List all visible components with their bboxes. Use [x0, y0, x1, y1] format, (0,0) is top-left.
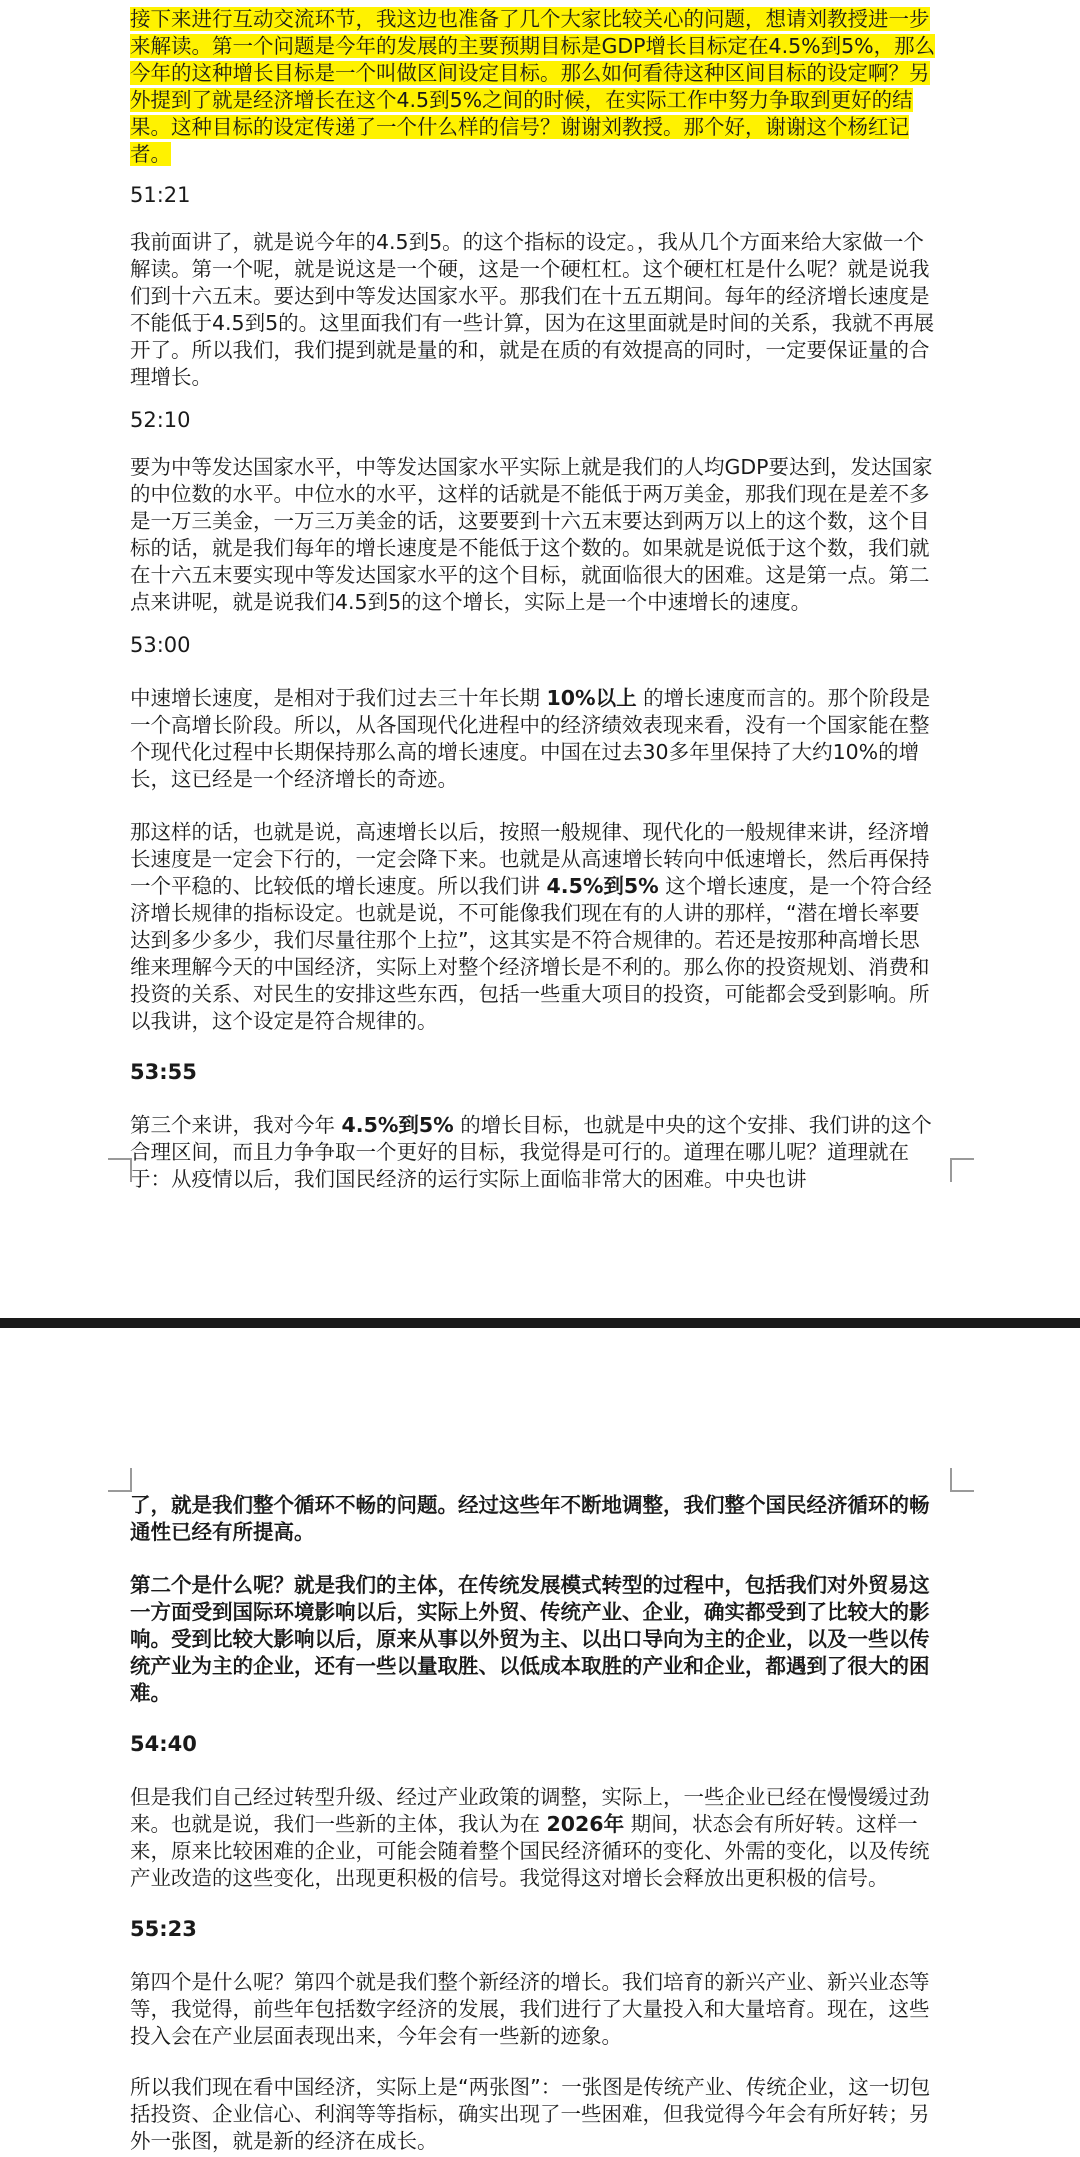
answer-paragraph-1: 我前面讲了，就是说今年的4.5到5。的这个指标的设定。，我从几个方面来给大家做一个解读。第一个呢，就是说这是一个硬，这是一个硬杠杠。这个硬杠杠是什么呢？就是说我们到十六五末。要达到中等发达国家水平。那我们在十五五期间。每年的经济增长速度是不能低于4.5到5的。这里面我们有一些计算，因为在这里面就是时间的关系，我就不再展开了。所以我们，我们提到就是量的和，就是在质的有效提高的同时，一定要保证量的合理增长。 — [130, 230, 935, 389]
page-1-content — [130, 6, 940, 1193]
timestamp-53-00: 53:00 — [130, 633, 191, 657]
timestamp-55-23: 55:23 — [130, 1917, 197, 1941]
bold-paragraph-1: 了，就是我们整个循环不畅的问题。经过这些年不断地调整，我们整个国民经济循环的畅通性已经有所提高。 — [130, 1493, 930, 1544]
question-paragraph — [130, 6, 940, 168]
answer-paragraph-6: 但是我们自己经过转型升级、经过产业政策的调整，实际上，一些企业已经在慢慢缓过劲来。也就是说，我们一些新的主体，我认为在 2026年 期间，状态会有所好转。这样一来，原来比较困难的企业，可能会随着整个国民经济循环的变化、外需的变化，以及传统产业改造的这些变化，出现更积极的信号。我觉得这对增长会释放出更积极的信号。 — [130, 1785, 930, 1890]
bold-figure: 10%以上 — [546, 686, 637, 710]
page-margin-corner-left — [108, 1158, 132, 1182]
page-2-content — [130, 1492, 940, 2155]
document-page-2 — [0, 1328, 1080, 2157]
timestamp-53-55: 53:55 — [130, 1060, 197, 1084]
bold-figure: 2026年 — [546, 1812, 625, 1836]
answer-paragraph-7: 第四个是什么呢？第四个就是我们整个新经济的增长。我们培育的新兴产业、新兴业态等等，我觉得，前些年包括数字经济的发展，我们进行了大量投入和大量培育。现在，这些投入会在产业层面表现出来，今年会有一些新的迹象。 — [130, 1970, 930, 2048]
highlighted-question: 接下来进行互动交流环节，我这边也准备了几个大家比较关心的问题，想请刘教授进一步来解读。第一个问题是今年的发展的主要预期目标是GDP增长目标定在4.5%到5%，那么今年的这种增长目标是一个叫做区间设定目标。那么如何看待这种区间目标的设定啊？另外提到了就是经济增长在这个4.5到5%之间的时候，在实际工作中努力争取到更好的结果。这种目标的设定传递了一个什么样的信号？谢谢刘教授。那个好，谢谢这个杨红记者。 — [130, 7, 936, 166]
page-margin-corner-left — [108, 1468, 132, 1492]
bold-figure: 4.5%到5% — [341, 1113, 454, 1137]
page-margin-corner-right — [950, 1158, 974, 1182]
answer-paragraph-3: 中速增长速度，是相对于我们过去三十年长期 10%以上 的增长速度而言的。那个阶段是一个高增长阶段。所以，从各国现代化进程中的经济绩效表现来看，没有一个国家能在整个现代化过程中长期保持那么高的增长速度。中国在过去30多年里保持了大约10%的增长，这已经是一个经济增长的奇迹。 — [130, 686, 931, 791]
timestamp-51-21: 51:21 — [130, 183, 191, 207]
timestamp-52-10: 52:10 — [130, 408, 191, 432]
answer-paragraph-4: 那这样的话，也就是说，高速增长以后，按照一般规律、现代化的一般规律来讲，经济增长速度是一定会下行的，一定会降下来。也就是从高速增长转向中低速增长，然后再保持一个平稳的、比较低的增长速度。所以我们讲 4.5%到5% 这个增长速度，是一个符合经济增长规律的指标设定。也就是说，不可能像我们现在有的人讲的那样，“潜在增长率要达到多少多少，我们尽量往那个上拉”，这其实是不符合规律的。若还是按那种高增长思维来理解今天的中国经济，实际上对整个经济增长是不利的。那么你的投资规划、消费和投资的关系、对民生的安排这些东西，包括一些重大项目的投资，可能都会受到影响。所以我讲，这个设定是符合规律的。 — [130, 820, 932, 1033]
page-margin-corner-right — [950, 1468, 974, 1492]
answer-paragraph-2: 要为中等发达国家水平，中等发达国家水平实际上就是我们的人均GDP要达到，发达国家的中位数的水平。中位水的水平，这样的话就是不能低于两万美金，那我们现在是差不多是一万三美金，一万三万美金的话，这要要到十六五末要达到两万以上的这个数，这个目标的话，就是我们每年的增长速度是不能低于这个数的。如果就是说低于这个数，我们就在十六五末要实现中等发达国家水平的这个目标，就面临很大的困难。这是第一点。第二点来讲呢，就是说我们4.5到5的这个增长，实际上是一个中速增长的速度。 — [130, 455, 933, 614]
page-divider — [0, 1318, 1080, 1328]
answer-paragraph-5: 第三个来讲，我对今年 4.5%到5% 的增长目标，也就是中央的这个安排、我们讲的这个合理区间，而且力争争取一个更好的目标，我觉得是可行的。道理在哪儿呢？道理就在于：从疫情以后，我们国民经济的运行实际上面临非常大的困难。中央也讲 — [130, 1113, 932, 1191]
bold-figure: 4.5%到5% — [546, 874, 659, 898]
timestamp-54-40: 54:40 — [130, 1732, 197, 1756]
answer-paragraph-8: 所以我们现在看中国经济，实际上是“两张图”：一张图是传统产业、传统企业，这一切包括投资、企业信心、利润等等指标，确实出现了一些困难，但我觉得今年会有所好转；另外一张图，就是新的经济在成长。 — [130, 2075, 931, 2153]
bold-paragraph-2: 第二个是什么呢？就是我们的主体，在传统发展模式转型的过程中，包括我们对外贸易这一方面受到国际环境影响以后，实际上外贸、传统产业、企业，确实都受到了比较大的影响。受到比较大影响以后，原来从事以外贸为主、以出口导向为主的企业，以及一些以传统产业为主的企业，还有一些以量取胜、以低成本取胜的产业和企业，都遇到了很大的困难。 — [130, 1573, 930, 1705]
